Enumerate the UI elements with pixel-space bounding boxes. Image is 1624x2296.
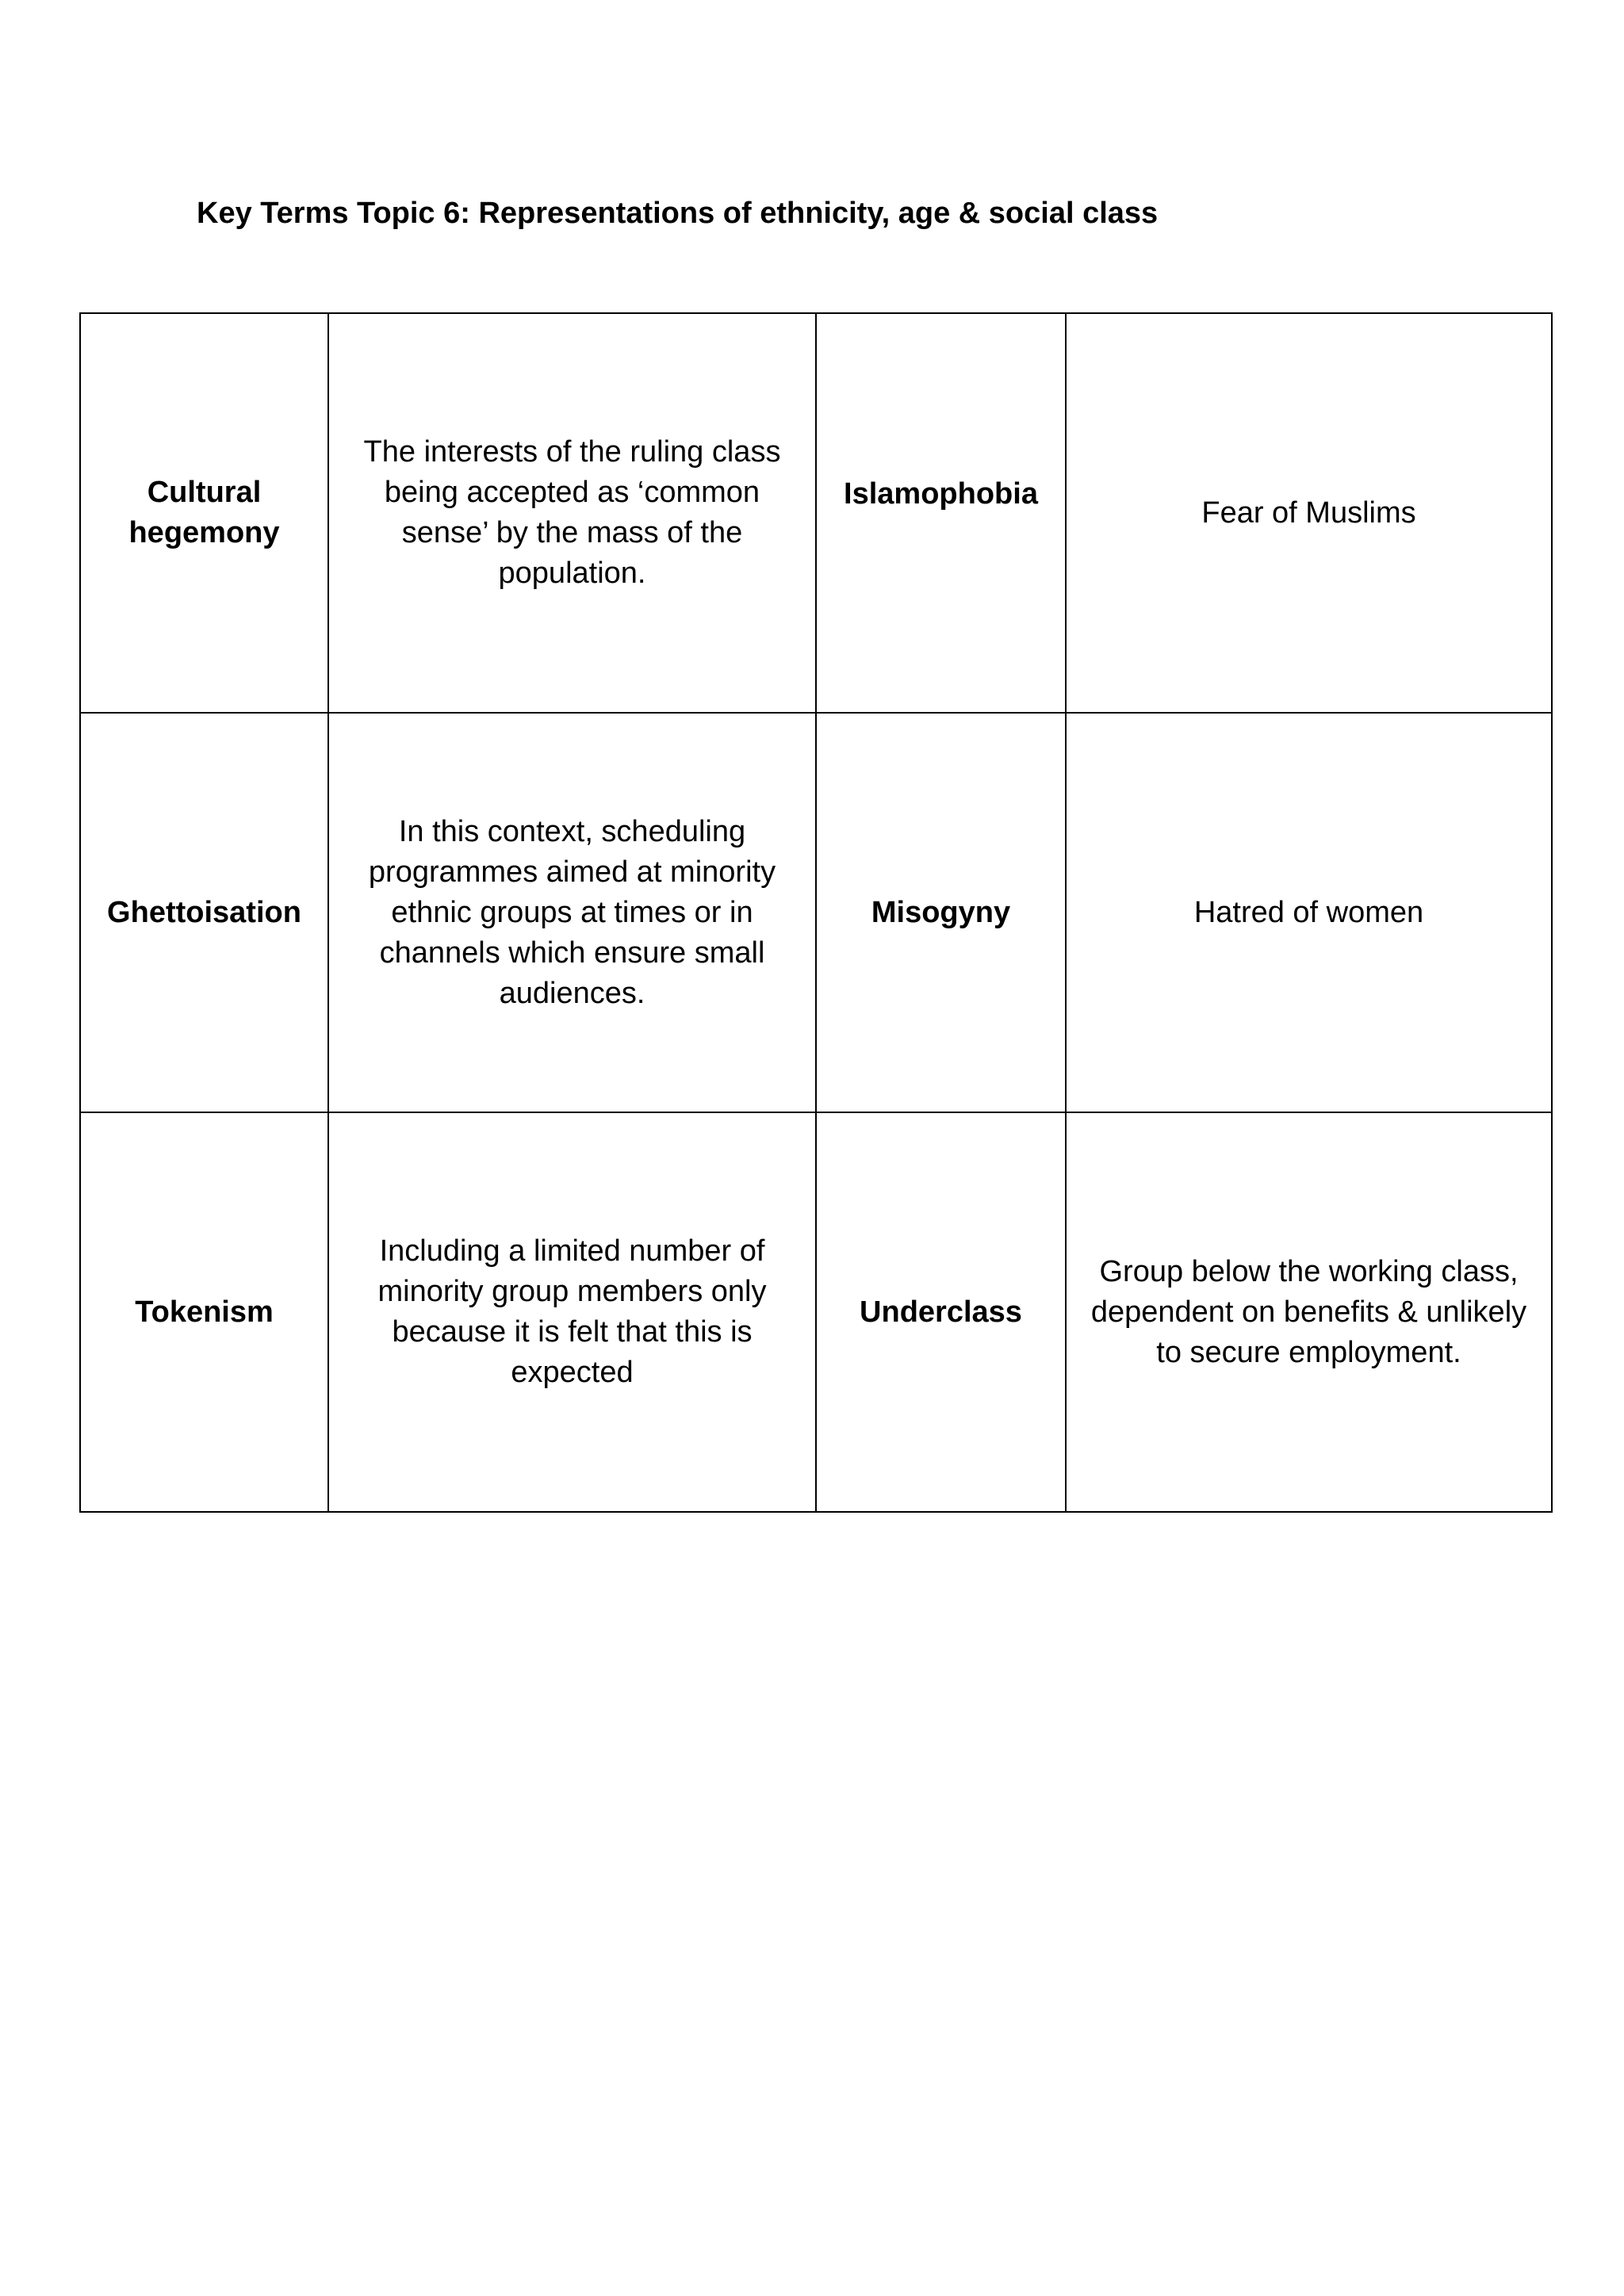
definition-cell [328, 313, 816, 713]
term-cell [816, 713, 1066, 1112]
term-cell [80, 713, 328, 1112]
term-cell [80, 313, 328, 713]
term-cell [816, 1112, 1066, 1512]
definition-cell [1066, 1112, 1552, 1512]
page-title: Key Terms Topic 6: Representations of ethnicity, age & social class [197, 197, 1159, 230]
definition-text: The interests of the ruling class being accepted as ‘common sense’ by the mass of the population. [363, 435, 781, 590]
term-label: Islamophobia [844, 476, 1038, 511]
definition-text: Group below the working class, dependent on benefits & unlikely to secure employment. [1090, 1254, 1527, 1369]
table-row [80, 313, 1552, 713]
definition-cell [1066, 313, 1552, 713]
term-label: Misogyny [871, 895, 1011, 929]
table-row [80, 1112, 1552, 1512]
term-cell [816, 313, 1066, 713]
definition-text: Including a limited number of minority group members only because it is felt that this is expected [377, 1234, 767, 1389]
term-label: Tokenism [135, 1295, 274, 1329]
definition-cell [328, 713, 816, 1112]
definition-cell [328, 1112, 816, 1512]
term-label: Ghettoisation [107, 895, 301, 929]
key-terms-table [79, 312, 1553, 1513]
definition-text: In this context, scheduling programmes aimed at minority ethnic groups at times or in channels which ensure small audiences. [368, 814, 776, 1010]
definition-cell [1066, 713, 1552, 1112]
term-label: Underclass [860, 1295, 1022, 1329]
term-cell [80, 1112, 328, 1512]
definition-text: Hatred of women [1193, 895, 1424, 929]
definition-text: Fear of Muslims [1201, 496, 1416, 530]
term-label: Cultural hegemony [128, 476, 280, 549]
table-row [80, 713, 1552, 1112]
